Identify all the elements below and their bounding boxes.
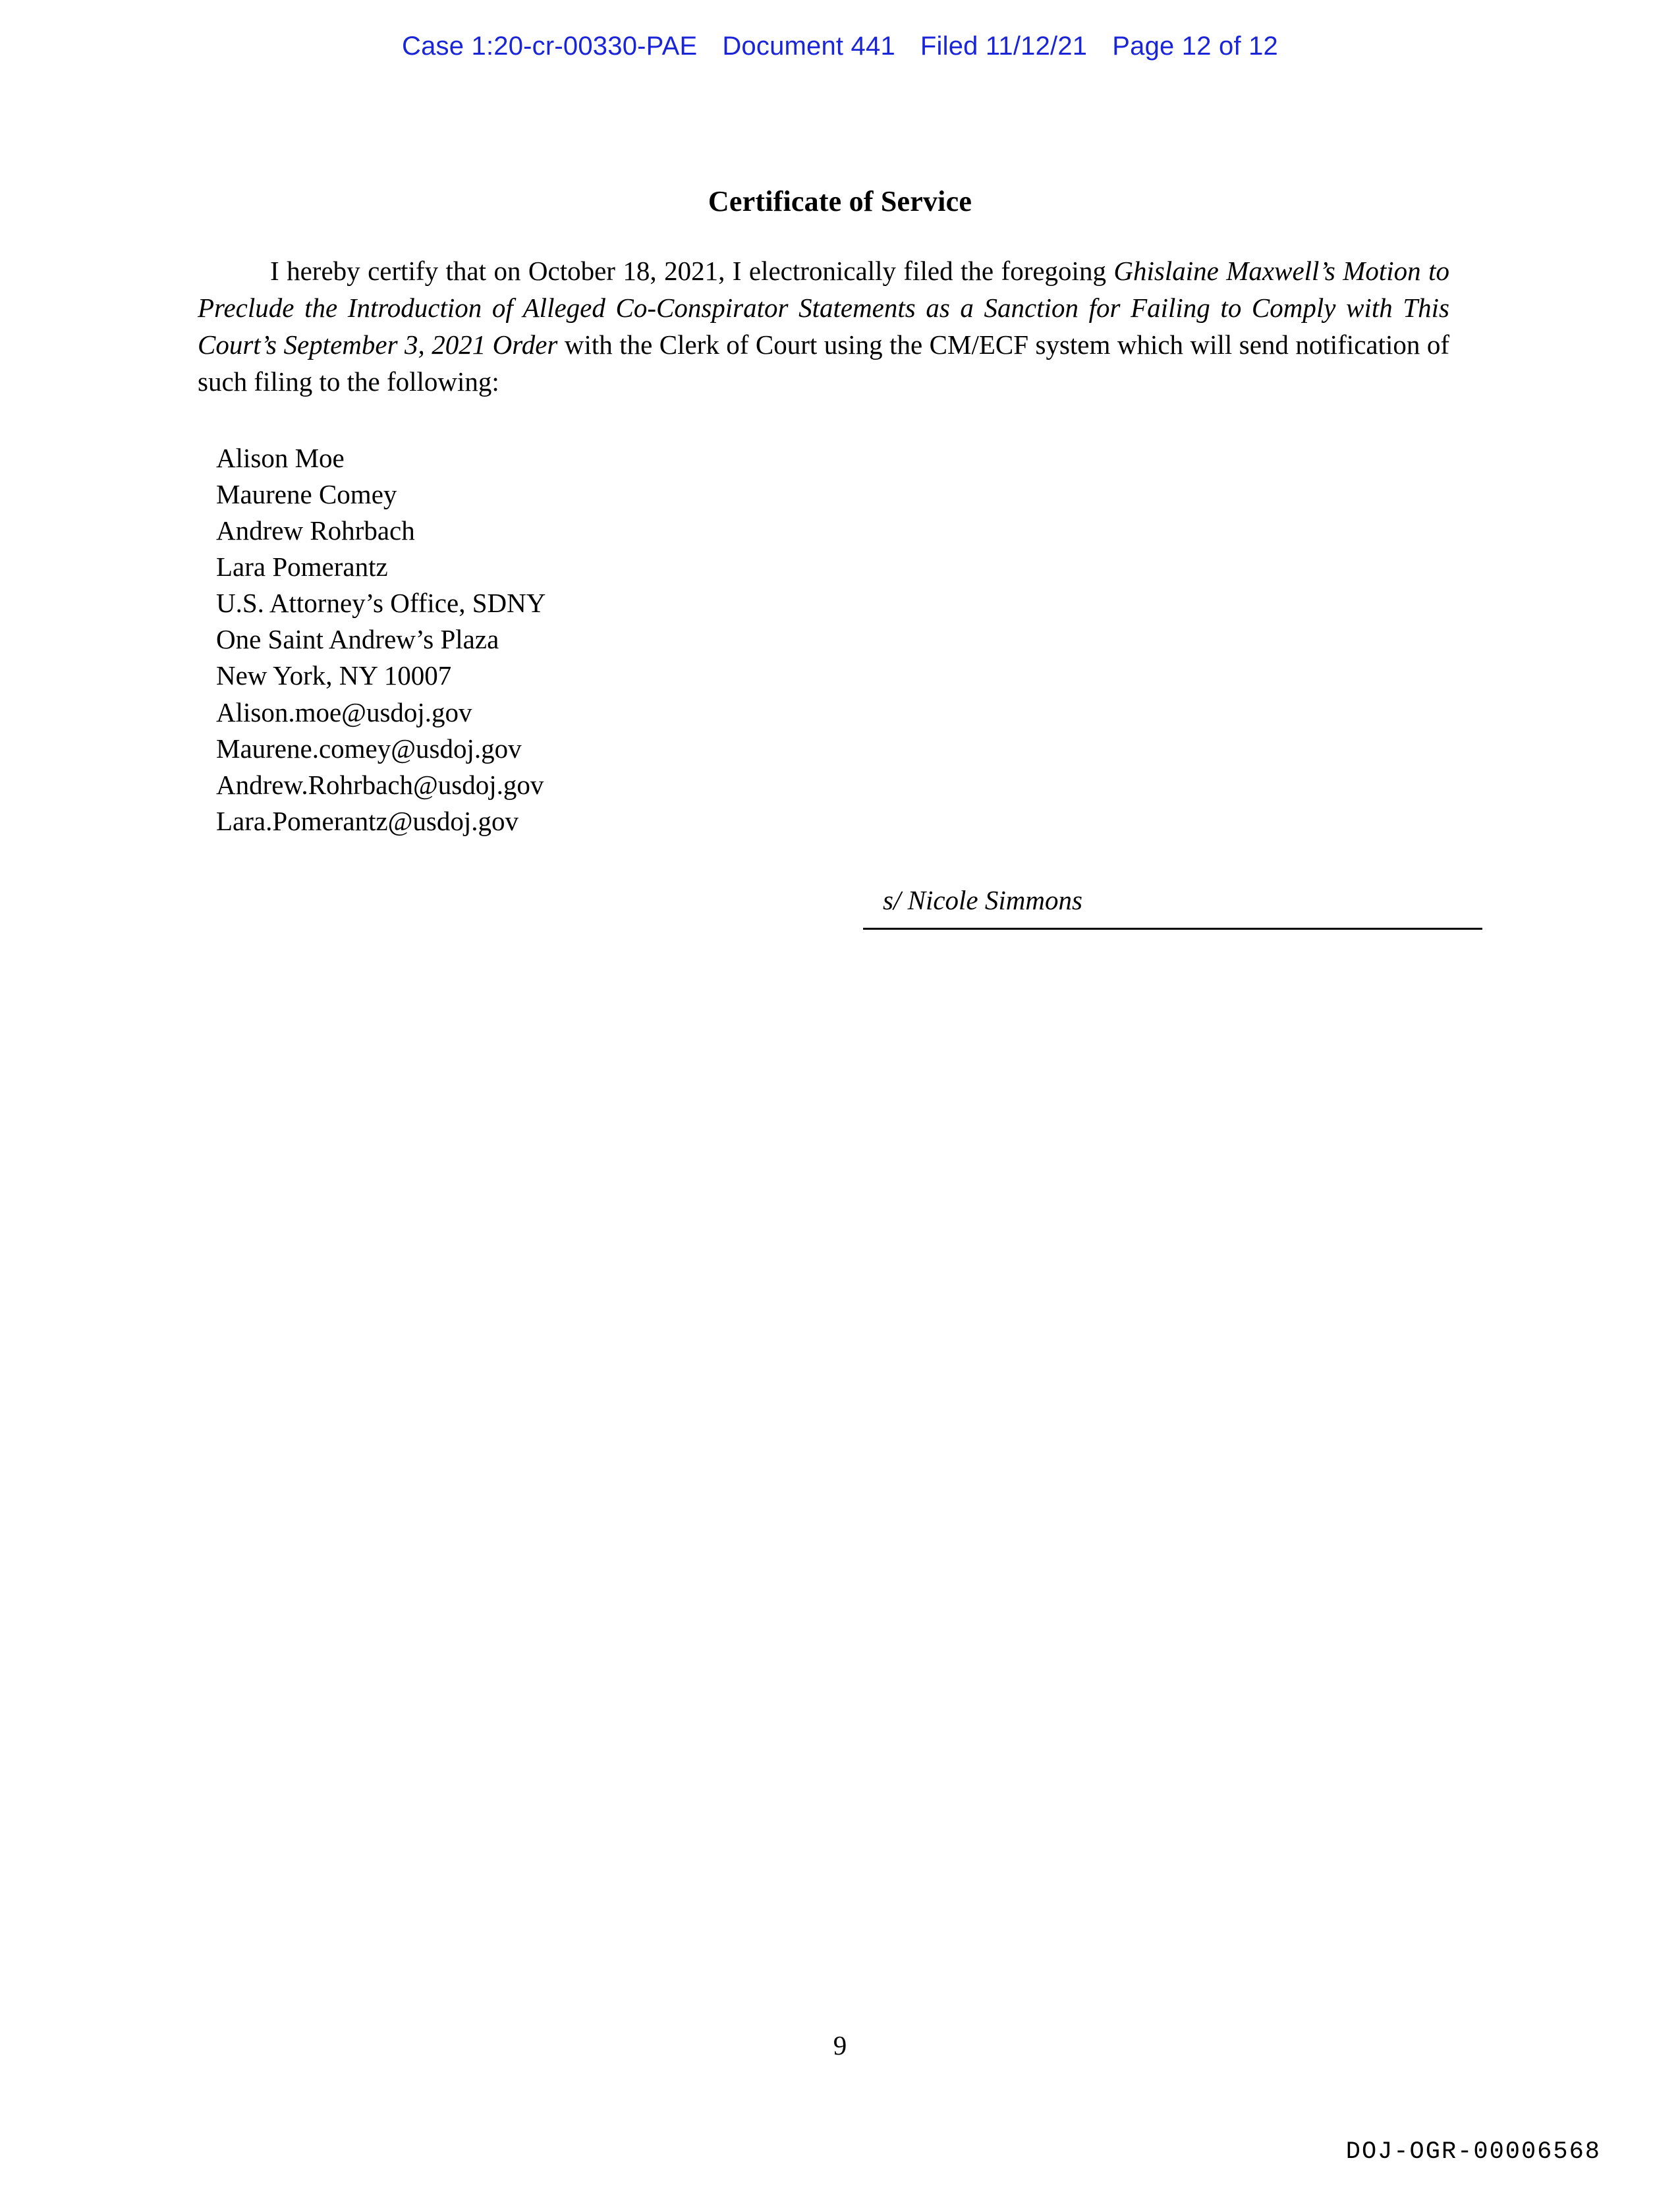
list-item: One Saint Andrew’s Plaza [216, 624, 499, 655]
list-item: Lara Pomerantz [216, 552, 388, 582]
signature-line [863, 928, 1482, 930]
list-item: Maurene.comey@usdoj.gov [216, 733, 522, 764]
page-number: 9 [833, 2030, 847, 2060]
list-item: U.S. Attorney’s Office, SDNY [216, 588, 546, 619]
bates-number: DOJ-OGR-00006568 [1345, 2138, 1601, 2166]
list-item: Andrew Rohrbach [216, 515, 415, 546]
certification-paragraph [198, 252, 1449, 401]
ecf-page-count: Page 12 of 12 [1112, 32, 1278, 61]
ecf-case-number: Case 1:20-cr-00330-PAE [402, 32, 698, 61]
service-recipient-list [216, 440, 1482, 840]
ecf-document-number: Document 441 [722, 32, 895, 61]
ecf-header-stamp [0, 32, 1680, 61]
certification-text-part-2: with the Clerk of Court using the CM/ECF system which will send notification of such filing to the following: [198, 329, 1449, 397]
signature-name: s/ Nicole Simmons [883, 885, 1082, 916]
list-item: Alison Moe [216, 442, 345, 473]
list-item: Maurene Comey [216, 478, 397, 509]
certification-text-part-1: I hereby certify that on October 18, 2021, I electronically filed the foregoing [270, 256, 1114, 286]
list-item: Lara.Pomerantz@usdoj.gov [216, 806, 519, 837]
list-item: New York, NY 10007 [216, 660, 452, 691]
document-body [198, 184, 1482, 953]
motion-title-italic: Ghislaine Maxwell’s Motion to Preclude the Introduction of Alleged Co-Conspirator Statements as a Sanction for Failing to Comply with This Court’s September 3, 2021 Order [198, 256, 1449, 360]
page-title: Certificate of Service [708, 185, 972, 217]
list-item: Andrew.Rohrbach@usdoj.gov [216, 769, 544, 800]
signature-block [198, 880, 1482, 953]
list-item: Alison.moe@usdoj.gov [216, 696, 472, 727]
ecf-filed-date: Filed 11/12/21 [920, 32, 1088, 61]
